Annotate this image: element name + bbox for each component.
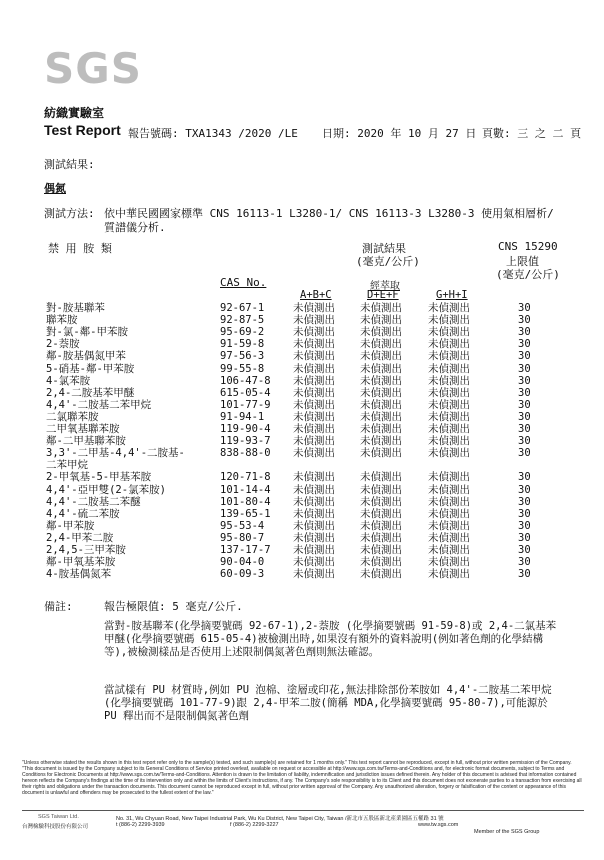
result-abc: 未偵測出 bbox=[293, 507, 335, 520]
method-line-2: 質譜儀分析. bbox=[104, 221, 166, 234]
note-paragraph-2: 當試樣有 PU 材質時,例如 PU 泡棉、塗層或印花,無法排除部份苯胺如 4,4'-二胺基二苯甲烷(化學摘要號碼 101-77-9)跟 2,4-甲苯二胺(簡稱 MDA,化學摘要號碼 95-80-7),可能源於 PU 釋出而不是限制偶氮著色劑 bbox=[104, 684, 552, 722]
result-ghi: 未偵測出 bbox=[428, 362, 470, 375]
result-def: 未偵測出 bbox=[360, 350, 402, 363]
result-abc: 未偵測出 bbox=[293, 519, 335, 532]
amine-name: 2,4,5-三甲苯胺 bbox=[46, 544, 126, 556]
result-def: 未偵測出 bbox=[360, 507, 402, 520]
table-row bbox=[0, 339, 604, 350]
result-ghi: 未偵測出 bbox=[428, 568, 470, 581]
result-abc: 未偵測出 bbox=[293, 362, 335, 375]
cas-number: 119-93-7 bbox=[220, 435, 271, 448]
result-ghi: 未偵測出 bbox=[428, 374, 470, 387]
amine-name: 鄰-甲苯胺 bbox=[46, 519, 95, 532]
result-abc: 未偵測出 bbox=[293, 483, 335, 496]
result-ghi: 未偵測出 bbox=[428, 447, 470, 460]
col-ghi: G+H+I bbox=[436, 289, 468, 301]
amine-name: 2-萘胺 bbox=[46, 338, 80, 351]
table-row bbox=[0, 533, 604, 544]
cas-number: 95-53-4 bbox=[220, 519, 265, 532]
cas-number: 838-88-0 bbox=[220, 447, 271, 460]
result-def: 未偵測出 bbox=[360, 435, 402, 448]
table-row bbox=[0, 388, 604, 399]
result-abc: 未偵測出 bbox=[293, 398, 335, 411]
limit-value: 30 bbox=[518, 362, 531, 375]
limit-value: 30 bbox=[518, 435, 531, 448]
result-def: 未偵測出 bbox=[360, 338, 402, 351]
result-abc: 未偵測出 bbox=[293, 410, 335, 423]
result-def: 未偵測出 bbox=[360, 447, 402, 460]
cas-number: 91-94-1 bbox=[220, 410, 265, 423]
table-row bbox=[0, 400, 604, 411]
limit-value: 30 bbox=[518, 507, 531, 520]
result-ghi: 未偵測出 bbox=[428, 544, 470, 556]
amine-name: 4,4'-二胺基二苯甲烷 bbox=[46, 398, 152, 411]
limit-value: 30 bbox=[518, 350, 531, 363]
result-def: 未偵測出 bbox=[360, 398, 402, 411]
limit-value: 30 bbox=[518, 326, 531, 339]
result-ghi: 未偵測出 bbox=[428, 423, 470, 435]
footer-tel: t (886-2) 2299-3939 bbox=[116, 822, 165, 828]
footer-fax: f (886-2) 2299-3227 bbox=[230, 822, 279, 828]
footer-divider bbox=[22, 810, 584, 811]
table-row bbox=[0, 485, 604, 496]
result-abc: 未偵測出 bbox=[293, 544, 335, 556]
amine-name: 二甲氧基聯苯胺 bbox=[46, 423, 120, 435]
table-row bbox=[0, 303, 604, 314]
col-cas: CAS No. bbox=[220, 276, 267, 289]
cas-number: 106-47-8 bbox=[220, 374, 271, 387]
table-row bbox=[0, 376, 604, 387]
limit-value: 30 bbox=[518, 314, 531, 327]
footer-address: No. 31, Wu Chyuan Road, New Taipei Industrial Park, Wu Ku District, New Taipei City, Taiwan /新北市五股區新北產業園區五權路 31 號 bbox=[116, 816, 444, 822]
result-ghi: 未偵測出 bbox=[428, 386, 470, 399]
table-row bbox=[0, 351, 604, 362]
table-row bbox=[0, 424, 604, 435]
result-def: 未偵測出 bbox=[360, 531, 402, 544]
cas-number: 60-09-3 bbox=[220, 568, 265, 581]
result-ghi: 未偵測出 bbox=[428, 519, 470, 532]
result-ghi: 未偵測出 bbox=[428, 531, 470, 544]
report-date: 日期: 2020 年 10 月 27 日 bbox=[322, 127, 477, 140]
note-paragraph-1: 當對-胺基聯苯(化學摘要號碼 92-67-1),2-萘胺 (化學摘要號碼 91-59-8)或 2,4-二氯基苯甲醚(化學摘要號碼 615-05-4)被檢測出時,如果沒有額外的資料說明(例如著色劑的化學結構等),被檢測樣品是否使用上述限制偶氮著色劑則無法確認。 bbox=[104, 620, 557, 658]
page-count: 頁數: 三 之 二 頁 bbox=[482, 127, 582, 140]
result-ghi: 未偵測出 bbox=[428, 350, 470, 363]
table-row bbox=[0, 509, 604, 520]
result-def: 未偵測出 bbox=[360, 495, 402, 508]
limit-value: 30 bbox=[518, 531, 531, 544]
cas-number: 101-14-4 bbox=[220, 483, 271, 496]
cas-number: 119-90-4 bbox=[220, 423, 271, 435]
notes-label: 備註: bbox=[44, 600, 73, 613]
footer-company-zh: 台灣檢驗科技股份有限公司 bbox=[22, 824, 89, 830]
limit-value: 30 bbox=[518, 423, 531, 435]
col-banned-amines: 禁 用 胺 類 bbox=[48, 242, 112, 255]
result-abc: 未偵測出 bbox=[293, 435, 335, 448]
table-row bbox=[0, 497, 604, 508]
result-ghi: 未偵測出 bbox=[428, 338, 470, 351]
col-def: D+E+F bbox=[367, 289, 399, 301]
amine-name: 聯苯胺 bbox=[46, 314, 78, 327]
result-def: 未偵測出 bbox=[360, 471, 402, 484]
amine-name: 3,3'-二甲基-4,4'-二胺基- bbox=[46, 447, 185, 460]
result-def: 未偵測出 bbox=[360, 423, 402, 435]
amine-name: 對-胺基聯苯 bbox=[46, 302, 105, 314]
result-abc: 未偵測出 bbox=[293, 314, 335, 327]
col-result-line-1: 測試結果 bbox=[362, 242, 406, 255]
cas-number: 139-65-1 bbox=[220, 507, 271, 520]
table-row bbox=[0, 315, 604, 326]
amine-name: 5-硝基-鄰-甲苯胺 bbox=[46, 362, 135, 375]
lab-name: 紡織實驗室 bbox=[44, 106, 105, 120]
table-row bbox=[0, 569, 604, 580]
table-row bbox=[0, 557, 604, 568]
limit-value: 30 bbox=[518, 410, 531, 423]
result-def: 未偵測出 bbox=[360, 568, 402, 581]
cas-number: 137-17-7 bbox=[220, 544, 271, 556]
cas-number: 92-67-1 bbox=[220, 302, 265, 314]
limit-value: 30 bbox=[518, 495, 531, 508]
limit-value: 30 bbox=[518, 398, 531, 411]
result-def: 未偵測出 bbox=[360, 314, 402, 327]
table-row bbox=[0, 460, 604, 471]
amine-name: 2-甲氧基-5-甲基苯胺 bbox=[46, 471, 152, 484]
result-abc: 未偵測出 bbox=[293, 386, 335, 399]
cas-number: 92-87-5 bbox=[220, 314, 265, 327]
result-def: 未偵測出 bbox=[360, 544, 402, 556]
amine-name: 鄰-胺基偶氮甲苯 bbox=[46, 350, 126, 363]
amine-name: 鄰-甲氧基苯胺 bbox=[46, 556, 116, 569]
cas-number: 95-69-2 bbox=[220, 326, 265, 339]
result-def: 未偵測出 bbox=[360, 362, 402, 375]
result-ghi: 未偵測出 bbox=[428, 326, 470, 339]
col-limit-line-2: 上限值 bbox=[506, 255, 539, 268]
col-abc: A+B+C bbox=[300, 289, 332, 301]
report-title: Test Report bbox=[44, 122, 121, 138]
col-limit-line-1: CNS 15290 bbox=[498, 240, 558, 253]
col-result-line-2: (毫克/公斤) bbox=[356, 255, 420, 268]
table-row bbox=[0, 364, 604, 375]
cas-number: 97-56-3 bbox=[220, 350, 265, 363]
result-def: 未偵測出 bbox=[360, 410, 402, 423]
limit-value: 30 bbox=[518, 447, 531, 460]
result-ghi: 未偵測出 bbox=[428, 302, 470, 314]
limit-value: 30 bbox=[518, 386, 531, 399]
result-abc: 未偵測出 bbox=[293, 374, 335, 387]
result-abc: 未偵測出 bbox=[293, 326, 335, 339]
amine-name: 4-氯苯胺 bbox=[46, 374, 91, 387]
amine-name: 二苯甲烷 bbox=[46, 459, 88, 472]
footer-company-en: SGS Taiwan Ltd. bbox=[38, 814, 79, 820]
table-row bbox=[0, 327, 604, 338]
method-label: 測試方法: bbox=[44, 207, 95, 220]
result-def: 未偵測出 bbox=[360, 483, 402, 496]
amine-name: 鄰-二甲基聯苯胺 bbox=[46, 435, 126, 448]
sgs-logo: SGS bbox=[44, 44, 142, 93]
result-abc: 未偵測出 bbox=[293, 531, 335, 544]
amine-name: 4-胺基偶氮苯 bbox=[46, 568, 112, 581]
col-extract: 經萃取 bbox=[370, 281, 400, 292]
cas-number: 91-59-8 bbox=[220, 338, 265, 351]
table-row bbox=[0, 412, 604, 423]
result-abc: 未偵測出 bbox=[293, 350, 335, 363]
result-ghi: 未偵測出 bbox=[428, 398, 470, 411]
col-limit-line-3: (毫克/公斤) bbox=[496, 268, 560, 281]
result-ghi: 未偵測出 bbox=[428, 507, 470, 520]
limit-value: 30 bbox=[518, 302, 531, 314]
table-row bbox=[0, 436, 604, 447]
cas-number: 90-04-0 bbox=[220, 556, 265, 569]
footer-website[interactable]: www.tw.sgs.com bbox=[418, 822, 459, 828]
result-def: 未偵測出 bbox=[360, 374, 402, 387]
result-abc: 未偵測出 bbox=[293, 568, 335, 581]
result-abc: 未偵測出 bbox=[293, 338, 335, 351]
result-abc: 未偵測出 bbox=[293, 495, 335, 508]
result-ghi: 未偵測出 bbox=[428, 495, 470, 508]
result-def: 未偵測出 bbox=[360, 302, 402, 314]
table-row bbox=[0, 448, 604, 459]
limit-value: 30 bbox=[518, 556, 531, 569]
limit-value: 30 bbox=[518, 519, 531, 532]
amine-name: 4,4'-硫二苯胺 bbox=[46, 507, 120, 520]
cas-number: 95-80-7 bbox=[220, 531, 265, 544]
result-def: 未偵測出 bbox=[360, 519, 402, 532]
result-ghi: 未偵測出 bbox=[428, 435, 470, 448]
amine-name: 對-氯-鄰-甲苯胺 bbox=[46, 326, 128, 339]
result-abc: 未偵測出 bbox=[293, 471, 335, 484]
limit-value: 30 bbox=[518, 483, 531, 496]
result-ghi: 未偵測出 bbox=[428, 556, 470, 569]
amine-name: 4,4'-亞甲雙(2-氯苯胺) bbox=[46, 483, 166, 496]
report-number: 報告號碼: TXA1343 /2020 /LE bbox=[128, 127, 298, 140]
table-row bbox=[0, 472, 604, 483]
amine-name: 二氯聯苯胺 bbox=[46, 410, 99, 423]
result-abc: 未偵測出 bbox=[293, 556, 335, 569]
method-line-1: 依中華民國國家標準 CNS 16113-1 L3280-1/ CNS 16113-3 L3280-3 使用氣相層析/ bbox=[104, 207, 554, 220]
result-def: 未偵測出 bbox=[360, 326, 402, 339]
limit-value: 30 bbox=[518, 471, 531, 484]
legal-disclaimer: "Unless otherwise stated the results shown in this test report refer only to the sample(s) tested, and such sample(s) are retained for 1 months only." This test report cannot be reproduced, except in full, without prior written permission of the Company. "This document is issued by the Company subject to its General Conditions of Service printed overleaf, available on request or accessible at http://www.sgs.com.tw/Terms-and-Conditions and, for electronic format documents, subject to Terms and Conditions for Electronic Documents at http://www.sgs.com.tw/Terms-and-Conditions. Attention is drawn to the limitation of liability, indemnification and jurisdiction issues defined therein. Any holder of this document is advised that information contained hereon reflects the Company's findings at the time of its intervention only and within the limits of Client's instructions, if any. The Company's sole responsibility is to its Client and this document does not exonerate parties to a transaction from exercising all their rights and obligations under the transaction documents. This document cannot be reproduced except in full, without prior written approval of the Company. Any unauthorized alteration, forgery or falsification of the content or appearance of this document is unlawful and offenders may be prosecuted to the fullest extent of the law." bbox=[22, 760, 582, 796]
reporting-limit: 報告極限值: 5 毫克/公斤. bbox=[104, 600, 243, 613]
section-title: 偶氮 bbox=[44, 182, 66, 195]
result-abc: 未偵測出 bbox=[293, 302, 335, 314]
footer-member: Member of the SGS Group bbox=[474, 829, 540, 835]
result-ghi: 未偵測出 bbox=[428, 314, 470, 327]
table-row bbox=[0, 545, 604, 556]
amine-name: 4,4'-二胺基二苯醚 bbox=[46, 495, 141, 508]
results-label: 測試結果: bbox=[44, 158, 95, 171]
result-def: 未偵測出 bbox=[360, 386, 402, 399]
cas-number: 99-55-8 bbox=[220, 362, 265, 375]
cas-number: 101-80-4 bbox=[220, 495, 271, 508]
limit-value: 30 bbox=[518, 568, 531, 581]
limit-value: 30 bbox=[518, 544, 531, 556]
result-ghi: 未偵測出 bbox=[428, 410, 470, 423]
cas-number: 101-77-9 bbox=[220, 398, 271, 411]
result-abc: 未偵測出 bbox=[293, 423, 335, 435]
limit-value: 30 bbox=[518, 338, 531, 351]
amine-name: 2,4-甲苯二胺 bbox=[46, 531, 114, 544]
result-abc: 未偵測出 bbox=[293, 447, 335, 460]
result-ghi: 未偵測出 bbox=[428, 483, 470, 496]
result-ghi: 未偵測出 bbox=[428, 471, 470, 484]
limit-value: 30 bbox=[518, 374, 531, 387]
cas-number: 120-71-8 bbox=[220, 471, 271, 484]
amine-name: 2,4-二胺基苯甲醚 bbox=[46, 386, 135, 399]
result-def: 未偵測出 bbox=[360, 556, 402, 569]
table-row bbox=[0, 521, 604, 532]
cas-number: 615-05-4 bbox=[220, 386, 271, 399]
